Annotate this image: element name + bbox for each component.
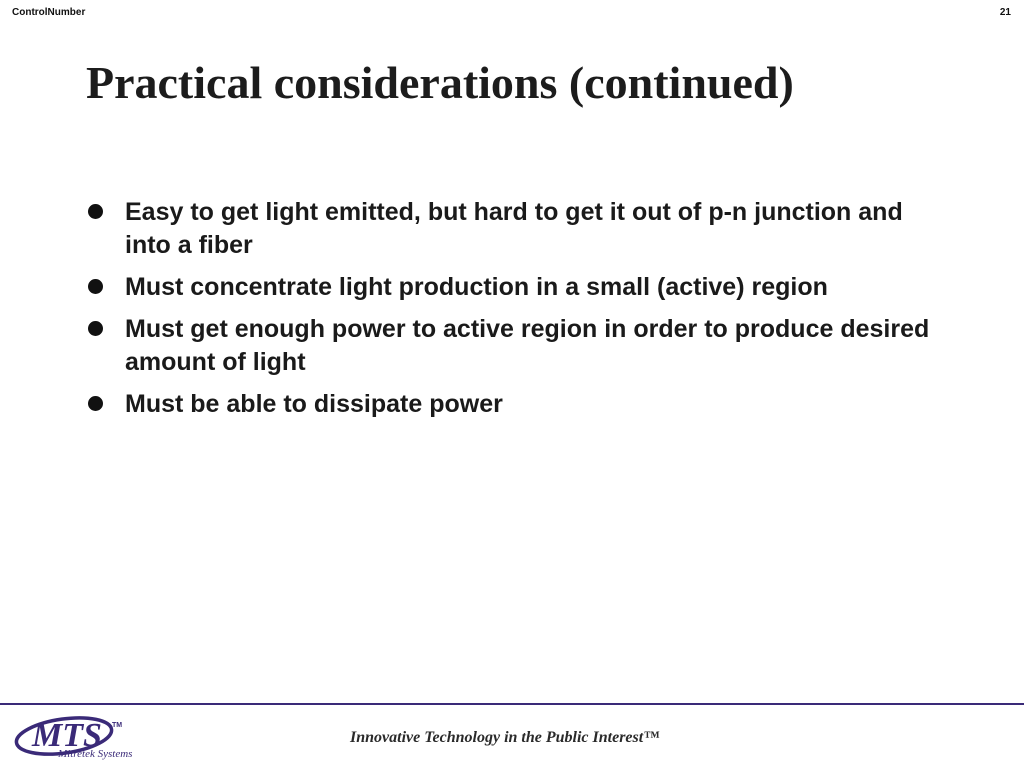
bullet-dot-icon: [88, 321, 103, 336]
page-number: 21: [999, 7, 1011, 18]
footer-tagline: Innovative Technology in the Public Interest™: [350, 729, 660, 746]
bullet-list: [88, 196, 948, 430]
mitretek-logo: [12, 710, 162, 762]
bullet-item: [88, 388, 948, 421]
bullet-text: Must concentrate light production in a small (active) region: [125, 273, 828, 301]
bullet-text: Must be able to dissipate power: [125, 390, 503, 418]
bullet-dot-icon: [88, 279, 103, 294]
logo-subtitle: Mitretek Systems: [58, 748, 133, 760]
bullet-item: [88, 271, 948, 304]
bullet-text: Must get enough power to active region in order to produce desired amount of light: [125, 315, 930, 376]
mts-logo-icon: [12, 710, 162, 762]
bullet-item: [88, 313, 948, 379]
logo-text: MTS: [32, 717, 102, 754]
footer-rule: [0, 703, 1024, 705]
bullet-text: Easy to get light emitted, but hard to get it out of p-n junction and into a fiber: [125, 198, 903, 259]
logo-trademark: TM: [112, 722, 123, 729]
control-number: ControlNumber: [12, 7, 86, 18]
slide-title: Practical considerations (continued): [86, 57, 794, 108]
bullet-item: [88, 196, 948, 262]
bullet-dot-icon: [88, 204, 103, 219]
bullet-dot-icon: [88, 396, 103, 411]
